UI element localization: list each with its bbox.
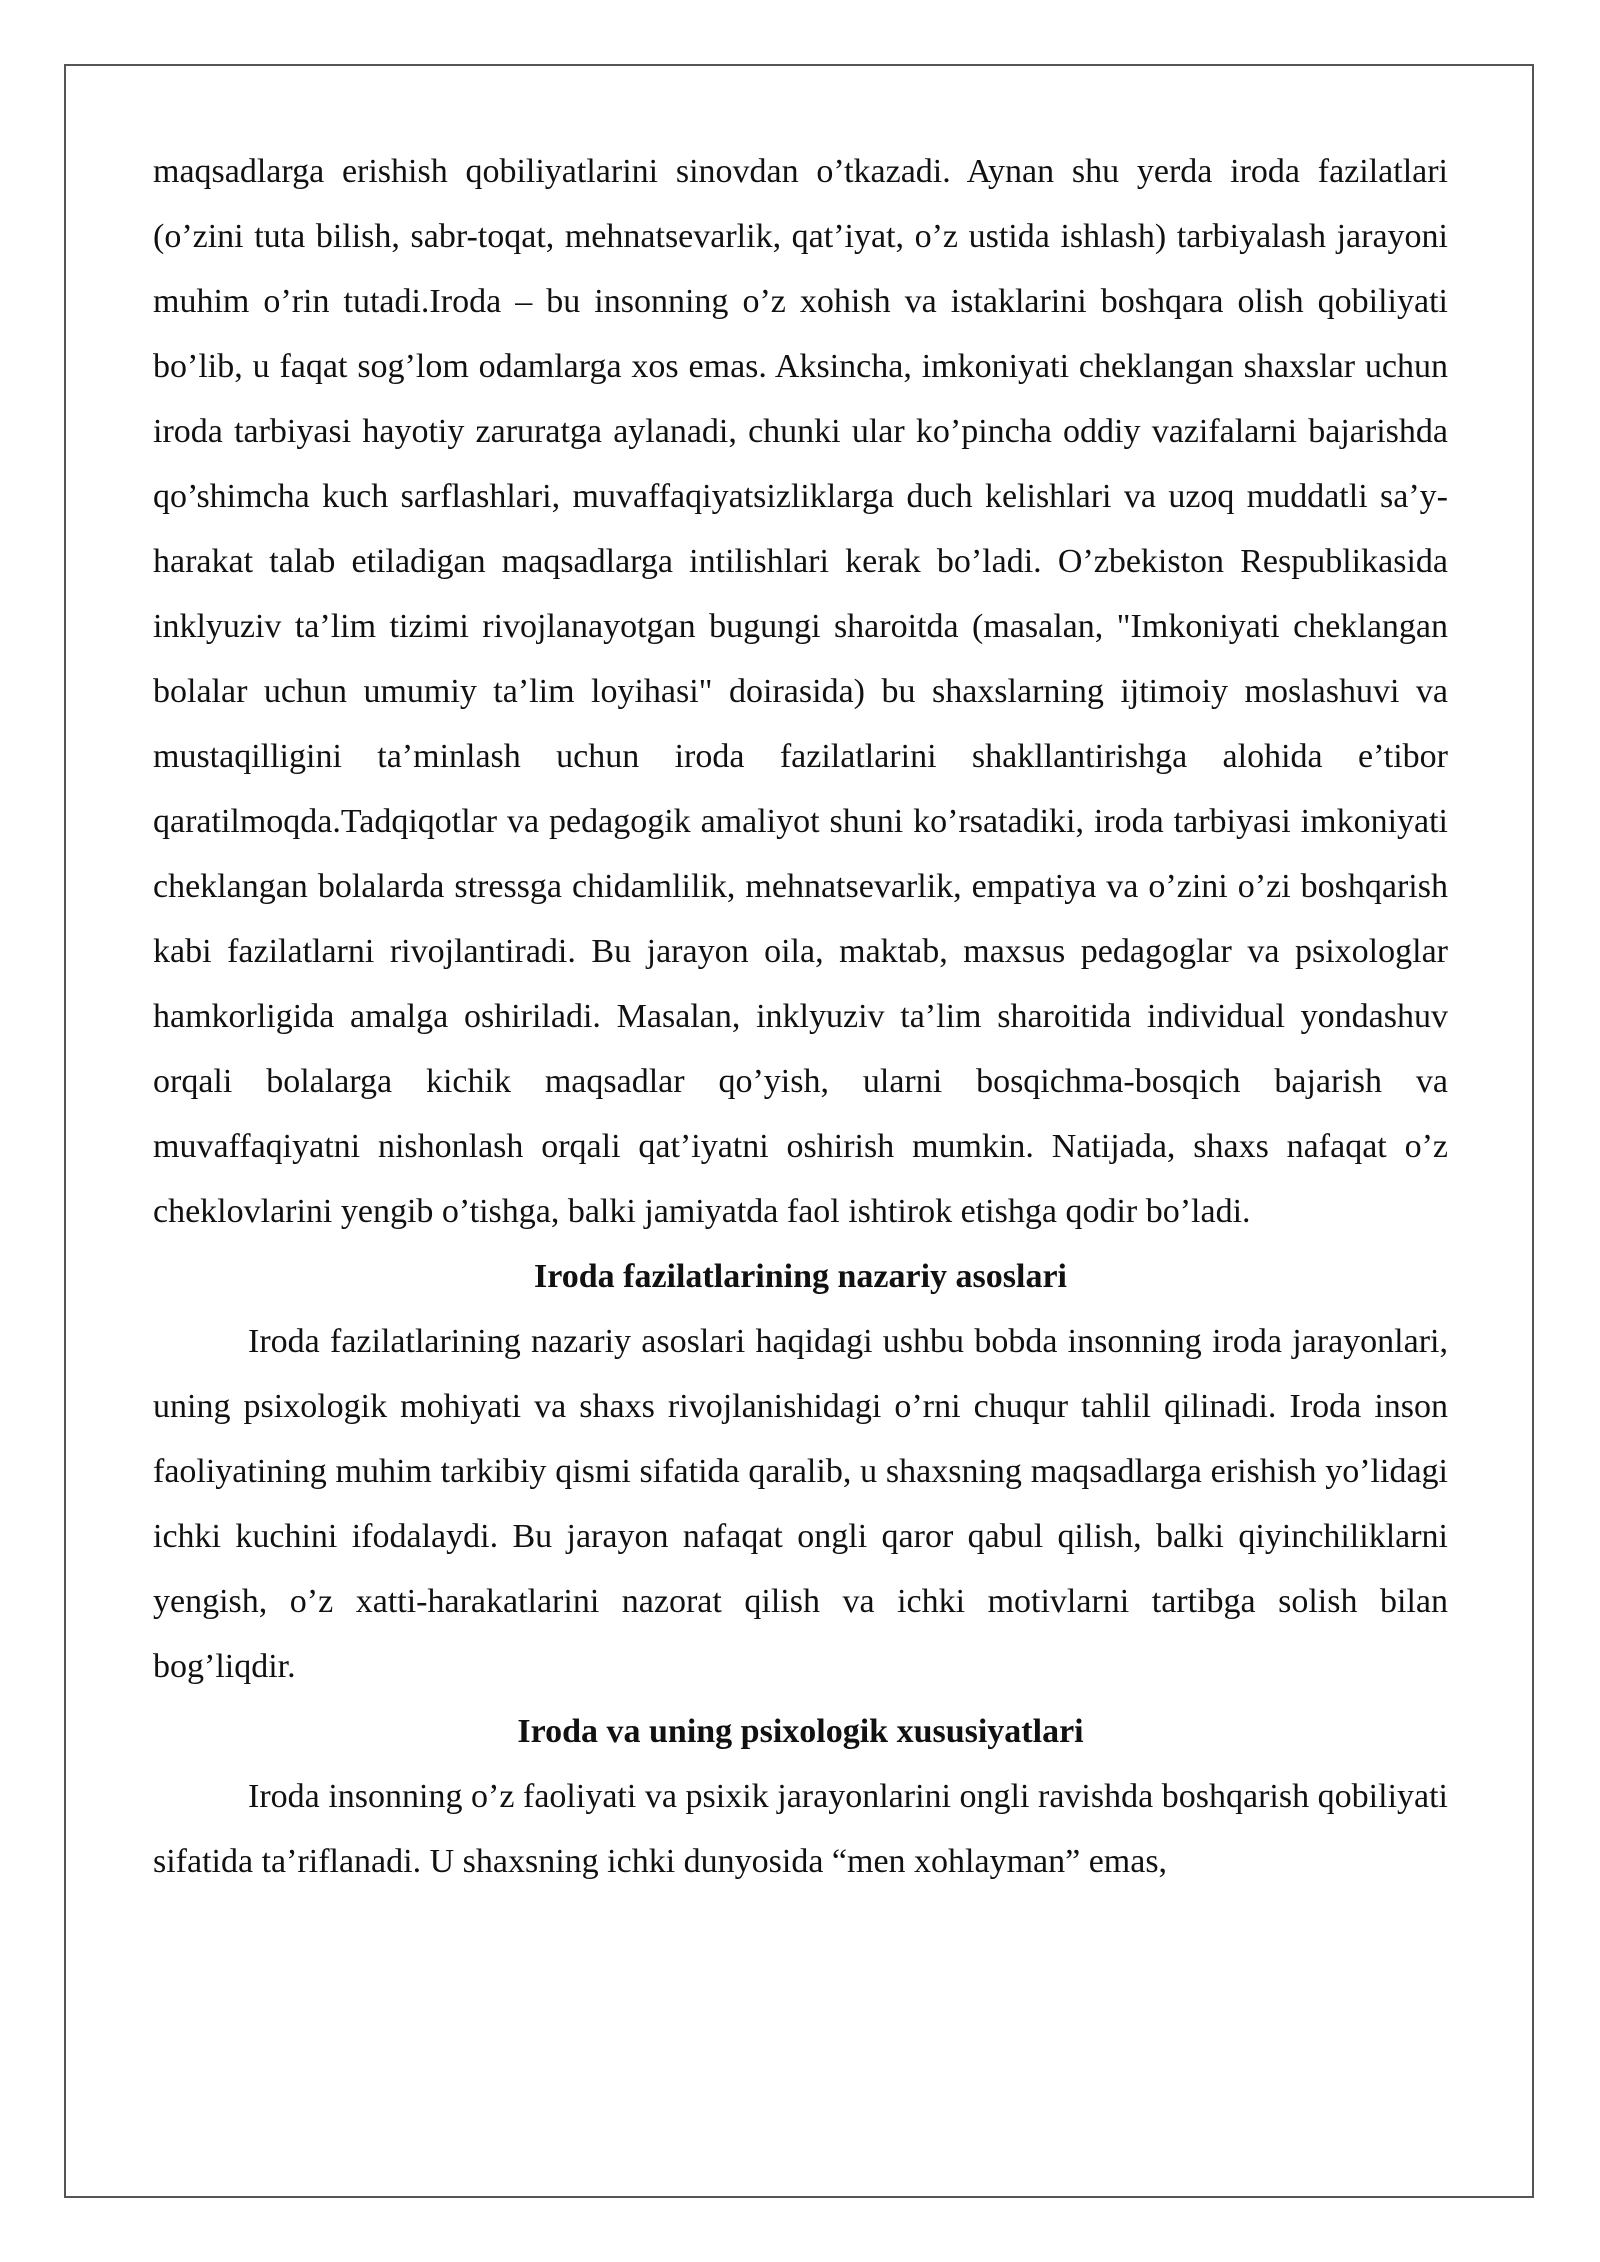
section-heading-theory: Iroda fazilatlarining nazariy asoslari [534,1258,1067,1295]
paragraph-psychology: Iroda insonning o’z faoliyati va psixik jarayonlarini ongli ravishda boshqarish qobiliyati sifatida ta’riflanadi. U shaxsning ichki dunyosida “men xohlayman” emas, [153,1778,1448,1880]
paragraph-intro: maqsadlarga erishish qobiliyatlarini sinovdan o’tkazadi. Aynan shu yerda iroda fazilatlari (o’zini tuta bilish, sabr-toqat, mehnatsevarlik, qat’iyat, o’z ustida ishlash) tarbiyalash jarayoni muhim o’rin tutadi.Iroda – bu insonning o’z xohish va istaklarini boshqara olish qobiliyati bo’lib, u faqat sog’lom odamlarga xos emas. Aksincha, imkoniyati cheklangan shaxslar uchun iroda tarbiyasi hayotiy zaruratga aylanadi, chunki ular ko’pincha oddiy vazifalarni bajarishda qo’shimcha kuch sarflashlari, muvaffaqiyatsizliklarga duch kelishlari va uzoq muddatli sa’y-harakat talab etiladigan maqsadlarga intilishlari kerak bo’ladi. O’zbekiston Respublikasida inklyuziv ta’lim tizimi rivojlanayotgan bugungi sharoitda (masalan, "Imkoniyati cheklangan bolalar uchun umumiy ta’lim loyihasi" doirasida) bu shaxslarning ijtimoiy moslashuvi va mustaqilligini ta’minlash uchun iroda fazilatlarini shakllantirishga alohida e’tibor qaratilmoqda.Tadqiqotlar va pedagogik amaliyot shuni ko’rsatadiki, iroda tarbiyasi imkoniyati cheklangan bolalarda stressga chidamlilik, mehnatsevarlik, empatiya va o’zini o’zi boshqarish kabi fazilatlarni rivojlantiradi. Bu jarayon oila, maktab, maxsus pedagoglar va psixologlar hamkorligida amalga oshiriladi. Masalan, inklyuziv ta’lim sharoitida individual yondashuv orqali bolalarga kichik maqsadlar qo’yish, ularni bosqichma-bosqich bajarish va muvaffaqiyatni nishonlash orqali qat’iyatni oshirish mumkin. Natijada, shaxs nafaqat o’z cheklovlarini yengib o’tishga, balki jamiyatda faol ishtirok etishga qodir bo’ladi. [153,153,1448,1230]
document-body [153,139,1448,1894]
paragraph-theory: Iroda fazilatlarining nazariy asoslari haqidagi ushbu bobda insonning iroda jarayonlari, uning psixologik mohiyati va shaxs rivojlanishidagi o’rni chuqur tahlil qilinadi. Iroda inson faoliyatining muhim tarkibiy qismi sifatida qaralib, u shaxsning maqsadlarga erishish yo’lidagi ichki kuchini ifodalaydi. Bu jarayon nafaqat ongli qaror qabul qilish, balki qiyinchiliklarni yengish, o’z xatti-harakatlarini nazorat qilish va ichki motivlarni tartibga solish bilan bog’liqdir. [153,1323,1448,1685]
section-heading-psychology: Iroda va uning psixologik xususiyatlari [517,1713,1084,1750]
